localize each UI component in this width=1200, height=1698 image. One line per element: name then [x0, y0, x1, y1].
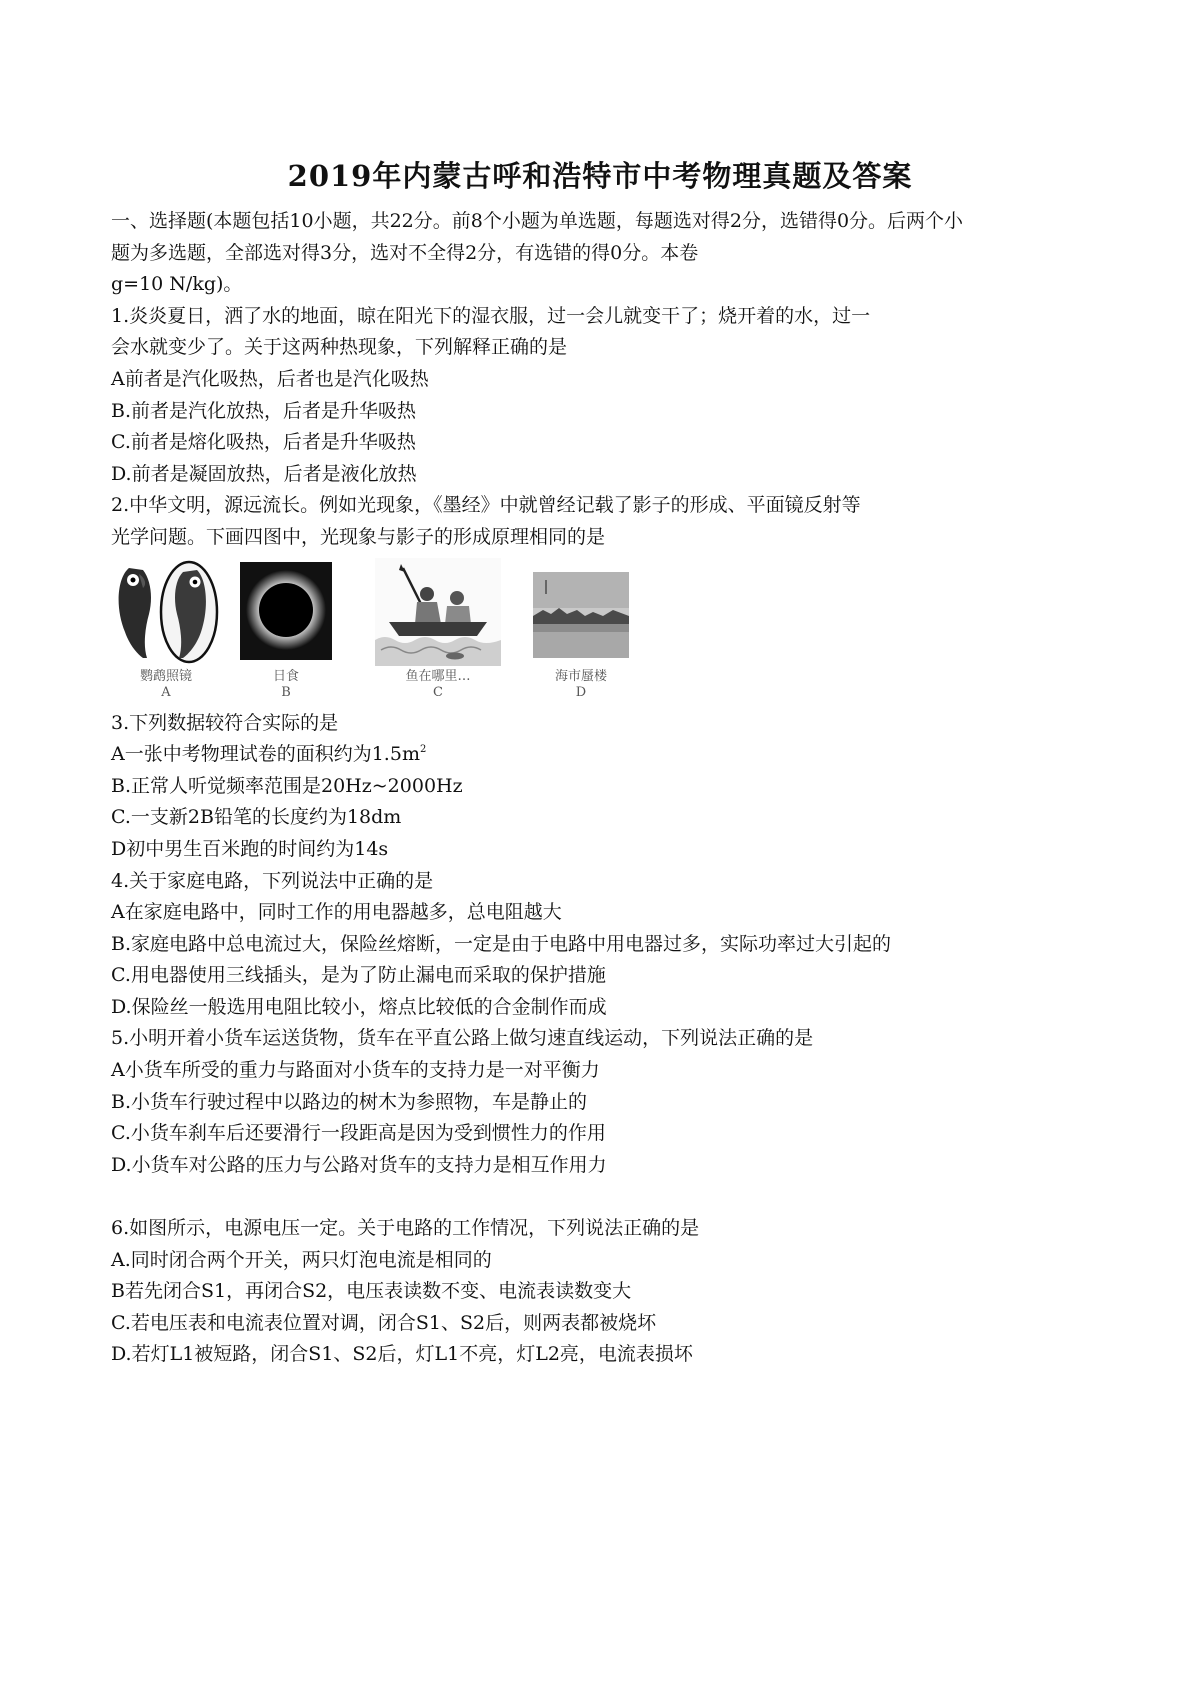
q1-stem: 会水就变少了。关于这两种热现象，下列解释正确的是 — [111, 336, 568, 359]
q2-stem: 光学问题。下画四图中，光现象与影子的形成原理相同的是 — [111, 525, 606, 548]
q2-figure-a — [111, 558, 221, 700]
q5-option-c: C.小货车刹车后还要滑行一段距高是因为受到惯性力的作用 — [111, 1122, 606, 1145]
figure-caption: 鹦鹉照镜 — [139, 668, 192, 684]
figure-caption: 日食 — [272, 668, 299, 684]
q1-option-d: D.前者是凝固放热，后者是液化放热 — [111, 462, 417, 485]
figure-letter: C — [433, 684, 443, 700]
q3-option-d: D初中男生百米跑的时间约为14s — [111, 837, 389, 860]
exam-body — [111, 206, 1096, 1371]
figure-letter: A — [161, 684, 171, 700]
q3-stem: 3.下列数据较符合实际的是 — [111, 711, 339, 734]
q3-option-c: C.一支新2B铅笔的长度约为18dm — [111, 806, 402, 829]
q6-option-a: A.同时闭合两个开关，两只灯泡电流是相同的 — [111, 1248, 492, 1271]
figure-letter: B — [281, 684, 291, 700]
figure-caption: 海市蜃楼 — [554, 668, 607, 684]
q6-option-c: C.若电压表和电流表位置对调，闭合S1、S2后，则两表都被烧坏 — [111, 1311, 657, 1334]
q4-option-c: C.用电器使用三线插头，是为了防止漏电而采取的保护措施 — [111, 964, 606, 987]
section-intro-line: g=10 N/kg)。 — [111, 273, 243, 296]
solar-eclipse-image — [236, 558, 336, 666]
fishing-boat-image — [375, 558, 501, 666]
q6-option-b: B若先闭合S1，再闭合S2，电压表读数不变、电流表读数变大 — [111, 1280, 632, 1303]
q2-figure-d — [529, 558, 633, 700]
q2-figure-c — [373, 558, 503, 700]
q1-option-b: B.前者是汽化放热，后者是升华吸热 — [111, 399, 417, 422]
figure-caption: 鱼在哪里… — [405, 668, 471, 684]
q4-stem: 4.关于家庭电路，下列说法中正确的是 — [111, 869, 434, 892]
parrot-mirror-image — [111, 558, 221, 666]
section-intro-line: 一、选择题(本题包括10小题，共22分。前8个小题为单选题，每题选对得2分，选错得0分。后两个小 — [111, 210, 964, 232]
q5-option-d: D.小货车对公路的压力与公路对货车的支持力是相互作用力 — [111, 1153, 607, 1176]
q3-option-a — [111, 739, 1096, 771]
figure-letter: D — [575, 684, 587, 700]
spacer — [111, 1181, 1096, 1213]
q1-option-a: A前者是汽化吸热，后者也是汽化吸热 — [111, 367, 429, 390]
q5-option-a: A小货车所受的重力与路面对小货车的支持力是一对平衡力 — [111, 1059, 600, 1082]
q4-option-a: A在家庭电路中，同时工作的用电器越多，总电阻越大 — [111, 901, 562, 924]
q4-option-d: D.保险丝一般选用电阻比较小，熔点比较低的合金制作而成 — [111, 995, 607, 1018]
q3-option-a-text: A一张中考物理试卷的面积约为1.5m — [111, 743, 420, 766]
page-title: 2019年内蒙古呼和浩特市中考物理真题及答案 — [287, 159, 913, 193]
q2-stem: 2.中华文明，源远流长。例如光现象，《墨经》中就曾经记载了影子的形成、平面镜反射等 — [111, 494, 861, 517]
q5-option-b: B.小货车行驶过程中以路边的树木为参照物，车是静止的 — [111, 1090, 588, 1113]
q6-option-d: D.若灯L1被短路，闭合S1、S2后，灯L1不亮，灯L2亮，电流表损坏 — [111, 1343, 693, 1366]
q5-stem: 5.小明开着小货车运送货物，货车在平直公路上做匀速直线运动，下列说法正确的是 — [111, 1027, 814, 1050]
q1-stem: 1.炎炎夏日，洒了水的地面，晾在阳光下的湿衣服，过一会儿就变干了；烧开着的水，过一 — [111, 304, 871, 327]
q3-option-b: B.正常人听觉频率范围是20Hz~2000Hz — [111, 774, 463, 797]
section-intro-line: 题为多选题，全部选对得3分，选对不全得2分，有选错的得0分。本卷 — [111, 241, 699, 264]
q6-stem: 6.如图所示，电源电压一定。关于电路的工作情况，下列说法正确的是 — [111, 1217, 700, 1240]
mirage-image — [531, 558, 631, 666]
q2-figure-row — [111, 558, 1096, 706]
q2-figure-b — [233, 558, 339, 700]
q3-option-a-exponent: 2 — [419, 744, 427, 756]
q4-option-b: B.家庭电路中总电流过大，保险丝熔断，一定是由于电路中用电器过多，实际功率过大引起的 — [111, 932, 892, 955]
q1-option-c: C.前者是熔化吸热，后者是升华吸热 — [111, 431, 416, 454]
